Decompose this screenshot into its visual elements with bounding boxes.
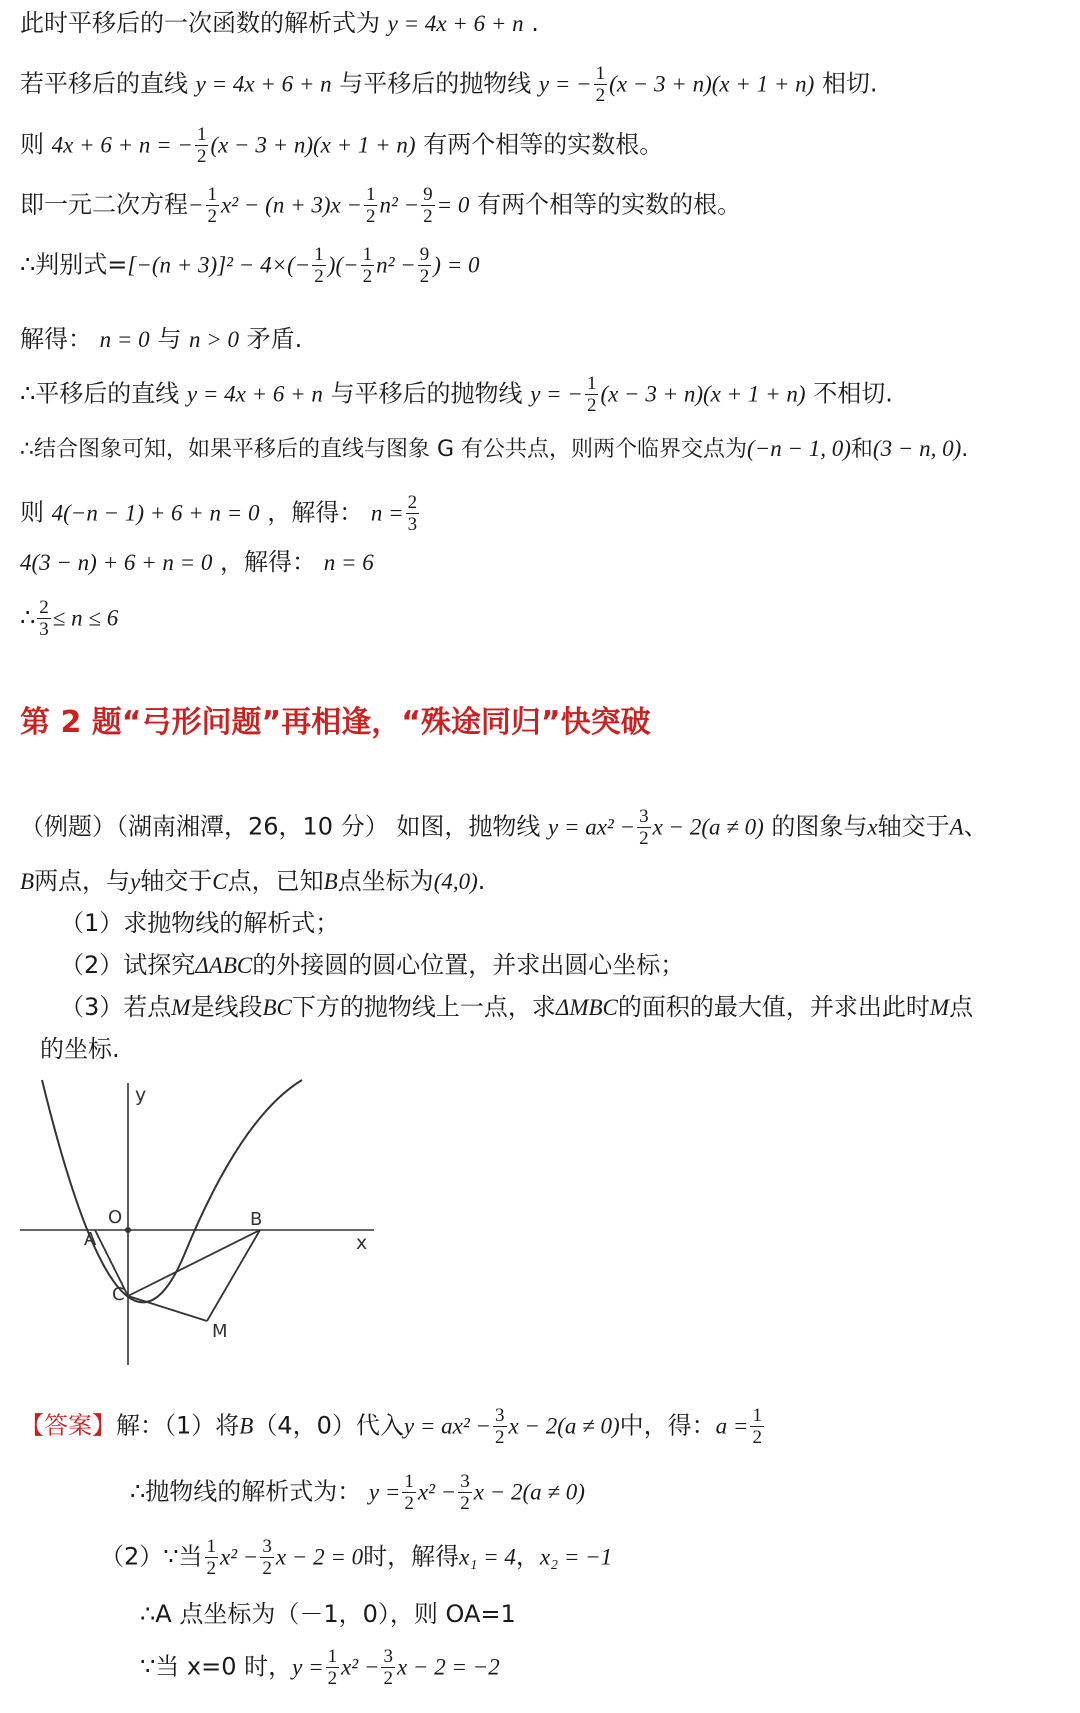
text: 与平移后的抛物线 <box>330 379 523 408</box>
line-11 <box>20 597 118 640</box>
fraction: $\frac{1}{2}$ <box>314 244 324 287</box>
point-label-b: B <box>250 1209 263 1230</box>
math: BC <box>262 995 292 1020</box>
text: 与 <box>157 325 182 353</box>
math: y = <box>368 1479 401 1505</box>
math: y <box>130 869 141 894</box>
fraction: $\frac{2}{3}$ <box>39 597 49 640</box>
math: A <box>949 814 964 840</box>
text: （例题）（湖南湘潭，26，10 分） 如图，抛物线 <box>20 812 541 841</box>
math: (x − 3 + n)(x + 1 + n) <box>600 381 806 407</box>
text: 时，解得 <box>363 1542 460 1571</box>
fraction: $\frac{9}{2}$ <box>423 184 433 227</box>
math: ≤ n ≤ 6 <box>52 605 119 631</box>
math: ΔMBC <box>555 995 618 1020</box>
text: . <box>477 867 486 895</box>
question-2 <box>60 948 684 983</box>
answer-line-5 <box>140 1646 500 1689</box>
text: 点坐标为 <box>337 867 434 895</box>
fraction: $\frac{1}{2}$ <box>196 124 207 167</box>
point-label-m: M <box>212 1321 228 1342</box>
math: B <box>323 869 338 894</box>
math: 4x + 6 + n = − <box>51 132 193 158</box>
text: ，解得： <box>267 498 364 527</box>
text: ，解得： <box>220 548 317 576</box>
fraction: $\frac{1}{2}$ <box>752 1405 762 1448</box>
math: (−n − 1, 0) <box>747 436 851 461</box>
math: x <box>867 814 878 840</box>
math: x² − <box>220 1544 259 1570</box>
answer-tag: 【答案】 <box>20 1411 116 1440</box>
math: x − 2(a ≠ 0) <box>473 1479 585 1505</box>
text: 点 <box>949 993 974 1021</box>
text: 有两个相等的实数根。 <box>423 130 664 159</box>
fraction: $\frac{1}{2}$ <box>327 1646 338 1689</box>
fraction: $\frac{3}{2}$ <box>383 1646 393 1689</box>
math: ) = 0 <box>433 252 480 278</box>
math: M <box>171 995 191 1020</box>
question-3-cont: 的坐标. <box>40 1035 120 1063</box>
math: = 0 <box>436 192 470 218</box>
parabola-curve <box>42 1080 302 1302</box>
answer-line-2 <box>130 1471 585 1514</box>
text: 则 <box>20 498 44 527</box>
math: y = 4x + 6 + n <box>387 11 524 36</box>
math: 4(3 − n) + 6 + n = 0 <box>20 550 213 575</box>
y-axis-label: y <box>135 1084 147 1106</box>
text: 点，已知 <box>227 867 324 895</box>
fraction: $\frac{1}{2}$ <box>207 184 218 227</box>
section-heading: 第 2 题“弓形问题”再相逢，“殊途同归”快突破 <box>20 705 651 740</box>
text: . <box>531 9 539 37</box>
line-9 <box>20 492 421 535</box>
math: [−(n + 3)]² − 4×(− <box>127 252 311 278</box>
fraction: $\frac{2}{3}$ <box>407 492 418 535</box>
text: 中，得： <box>619 1411 716 1440</box>
math: x² − <box>341 1654 380 1680</box>
origin-point <box>125 1227 131 1233</box>
fraction: $\frac{3}{2}$ <box>262 1536 272 1579</box>
text: 若平移后的直线 <box>20 69 188 98</box>
math: n = <box>370 500 404 526</box>
math: M <box>929 995 950 1020</box>
math: y = <box>292 1654 324 1680</box>
math: B <box>20 869 35 894</box>
fraction: $\frac{9}{2}$ <box>419 244 430 287</box>
text: 不相切. <box>813 379 893 408</box>
answer-line-1 <box>20 1405 766 1448</box>
math: x₂ = −1 <box>539 1544 613 1570</box>
math: x₁ = 4 <box>459 1544 516 1570</box>
line-2 <box>20 63 878 106</box>
math: B <box>239 1413 254 1439</box>
math: )(− <box>327 252 359 278</box>
fraction: $\frac{3}{2}$ <box>639 806 649 849</box>
line-8 <box>20 432 968 467</box>
math: x − 2(a ≠ 0) <box>508 1413 620 1439</box>
math: y = 4x + 6 + n <box>195 71 332 97</box>
math: (x − 3 + n)(x + 1 + n) <box>210 132 416 158</box>
math: ΔABC <box>195 953 253 978</box>
math: y = ax² − <box>547 814 636 840</box>
line-1 <box>20 6 539 41</box>
fraction: $\frac{1}{2}$ <box>362 244 373 287</box>
math: y = 4x + 6 + n <box>186 381 323 407</box>
line-3 <box>20 124 663 167</box>
text: 轴交于 <box>877 812 950 841</box>
text: （2）试探究 <box>60 951 196 979</box>
fraction: $\frac{1}{2}$ <box>206 1536 217 1579</box>
text: 的面积的最大值，并求出此时 <box>617 993 930 1021</box>
math: x − 2 = −2 <box>396 1654 500 1680</box>
math: y = − <box>538 71 592 97</box>
text: ∴平移后的直线 <box>20 379 180 408</box>
line-5 <box>20 244 479 287</box>
text: （4，0）代入 <box>253 1411 404 1440</box>
math: n = 0 <box>99 327 150 352</box>
fraction: $\frac{1}{2}$ <box>586 373 597 416</box>
text: ， <box>515 1542 540 1571</box>
parabola-figure <box>14 1075 384 1375</box>
line-6 <box>20 322 302 357</box>
math: n = 6 <box>323 550 374 575</box>
text: 两点，与 <box>34 867 131 895</box>
point-label-c: C <box>112 1284 125 1305</box>
text: 和 <box>850 437 873 462</box>
text: 下方的抛物线上一点，求 <box>291 993 556 1021</box>
text: 有两个相等的实数的根。 <box>477 190 742 219</box>
math: n² − <box>379 192 420 218</box>
math: n > 0 <box>188 327 239 352</box>
fraction: $\frac{3}{2}$ <box>495 1405 505 1448</box>
text: 解：（1）将 <box>116 1411 240 1440</box>
text: 此时平移后的一次函数的解析式为 <box>20 9 380 37</box>
answer-line-4: ∴A 点坐标为（－1，0），则 OA=1 <box>140 1600 516 1628</box>
math: C <box>212 869 228 894</box>
fraction: $\frac{1}{2}$ <box>595 63 606 106</box>
math: y = ax² − <box>403 1413 491 1439</box>
math: (4,0) <box>433 869 478 894</box>
text: ∴判别式= <box>20 250 128 279</box>
point-label-o: O <box>108 1207 123 1228</box>
segment-cm <box>128 1296 207 1321</box>
text: （2）∵当 <box>100 1542 203 1571</box>
math: − <box>188 192 204 218</box>
text: 与平移后的抛物线 <box>339 69 532 98</box>
fraction: $\frac{1}{2}$ <box>365 184 376 227</box>
text: ∴ <box>20 603 36 632</box>
point-label-a: A <box>84 1229 97 1250</box>
fraction: $\frac{1}{2}$ <box>404 1471 414 1514</box>
text: 解得： <box>20 325 92 353</box>
text: ∴抛物线的解析式为： <box>130 1477 362 1506</box>
text: . <box>961 437 969 462</box>
problem-line-1 <box>20 806 988 849</box>
text: 、 <box>963 812 988 841</box>
math: x² − <box>417 1479 457 1505</box>
line-4 <box>20 184 741 227</box>
line-7 <box>20 373 893 416</box>
answer-line-3 <box>100 1536 612 1579</box>
math: y = − <box>530 381 583 407</box>
text: 即一元二次方程 <box>20 190 188 219</box>
line-10 <box>20 545 374 580</box>
text: 是线段 <box>190 993 263 1021</box>
text: 则 <box>20 130 44 159</box>
text: 相切. <box>821 69 878 98</box>
math: n² − <box>376 252 416 278</box>
x-axis-label: x <box>356 1232 368 1254</box>
math: x − 2(a ≠ 0) <box>652 814 764 840</box>
question-3 <box>60 990 973 1025</box>
text: ∴结合图象可知，如果平移后的直线与图象 G 有公共点，则两个临界交点为 <box>20 437 748 462</box>
text: 矛盾. <box>246 325 303 353</box>
math: (x − 3 + n)(x + 1 + n) <box>609 71 815 97</box>
problem-line-2 <box>20 864 485 899</box>
text: 的外接圆的圆心位置，并求出圆心坐标； <box>252 951 685 979</box>
math: x² − (n + 3)x − <box>221 192 362 218</box>
text: 轴交于 <box>140 867 213 895</box>
text: （3）若点 <box>60 993 172 1021</box>
math: x − 2 = 0 <box>275 1544 364 1570</box>
math: a = <box>715 1413 749 1439</box>
question-1: （1）求抛物线的解析式； <box>60 909 340 937</box>
text: 的图象与 <box>771 812 868 841</box>
text: ∵当 x=0 时， <box>140 1652 293 1681</box>
fraction: $\frac{3}{2}$ <box>460 1471 470 1514</box>
math: 4(−n − 1) + 6 + n = 0 <box>51 500 260 526</box>
math: (3 − n, 0) <box>872 436 962 461</box>
